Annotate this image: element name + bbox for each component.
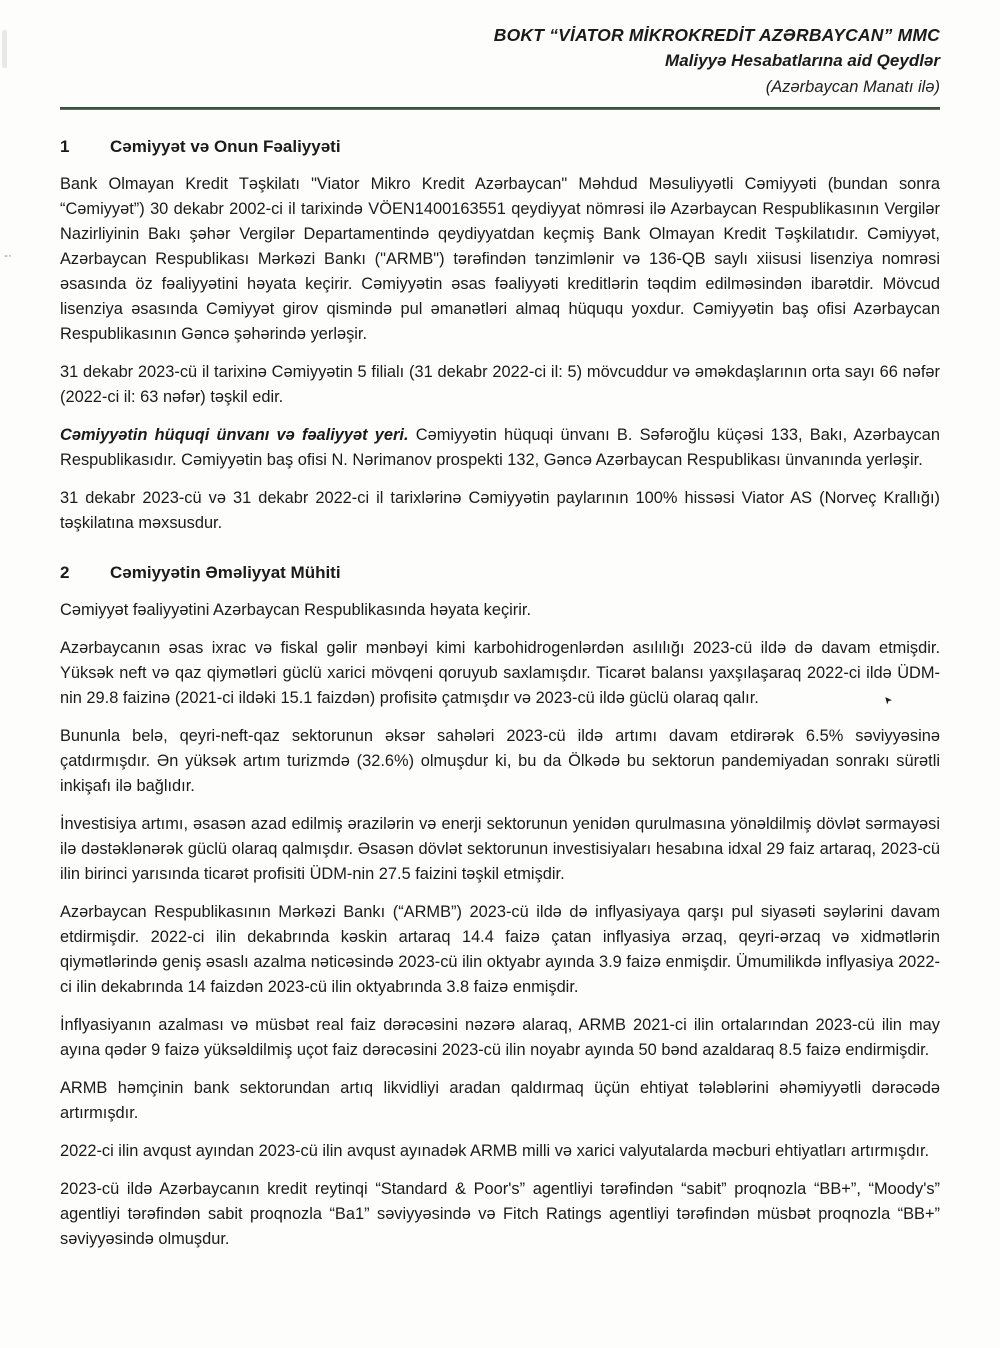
header-divider bbox=[60, 107, 940, 110]
section-title: Cəmiyyət və Onun Fəaliyyəti bbox=[110, 137, 341, 156]
paragraph: 2022-ci ilin avqust ayından 2023-cü ilin avqust ayınadək ARMB milli və xarici valyutalarda məcburi ehtiyatları artırmışdır. bbox=[60, 1142, 930, 1160]
paragraph: Bununla belə, qeyri-neft-qaz sektorunun əksər sahələri 2023-cü ildə artımı davam etdirərək 6.5% səviyyəsinə çatdırmışdır. Ən yüksək artım turizmdə (32.6%) olmuşdur ki, bu da Ölkədə bu sektorun pandemiyadan sonrakı sürətli inkişafı ilə bağlıdır. bbox=[60, 727, 940, 795]
section-number: 1 bbox=[60, 137, 70, 156]
paragraph: 31 dekabr 2023-cü il tarixinə Cəmiyyətin 5 filialı (31 dekabr 2022-ci il: 5) mövcuddur və əməkdaşlarının orta sayı 66 nəfər (2022-ci il: 63 nəfər) təşkil edir. bbox=[60, 363, 940, 406]
section-heading bbox=[60, 560, 940, 585]
paragraph: İnflyasiyanın azalması və müsbət real faiz dərəcəsini nəzərə alaraq, ARMB 2021-ci ilin ortalarından 2023-cü ilin may ayına qədər 9 faizə yüksəldilmiş uçot faiz dərəcəsini 2023-cü ilin noyabr ayında 50 bənd azaldaraq 8.5 faizə endirmişdir. bbox=[60, 1016, 940, 1059]
paragraph-lead: Cəmiyyətin hüquqi ünvanı və fəaliyyət yeri. bbox=[60, 426, 409, 444]
paragraph-text: Cəmiyyətin hüquqi ünvanı B. Səfəroğlu küçəsi 133, Bakı, Azərbaycan Respublikasıdır. Cəmiyyətin baş ofisi N. Nərimanov prospekti 132, Gəncə Azərbaycan Respublikası ünvanında yerləşir. bbox=[60, 426, 940, 469]
section-number: 2 bbox=[60, 563, 70, 582]
paragraph: 31 dekabr 2023-cü və 31 dekabr 2022-ci il tarixlərinə Cəmiyyətin paylarının 100% hissəsi Viator AS (Norveç Krallığı) təşkilatına məxsusdur. bbox=[60, 489, 940, 532]
ink-mark: ➤ bbox=[881, 692, 896, 707]
section-heading bbox=[60, 134, 940, 159]
company-name: BOKT “VİATOR MİKROKREDİT AZƏRBAYCAN” MMC bbox=[493, 25, 940, 45]
scan-smudge bbox=[2, 30, 7, 68]
section-operating-environment bbox=[60, 560, 940, 1252]
paragraph: Bank Olmayan Kredit Təşkilatı "Viator Mikro Kredit Azərbaycan" Məhdud Məsuliyyətli Cəmiyyəti (bundan sonra “Cəmiyyət”) 30 dekabr 2002-ci il tarixində VÖEN1400163551 qeydiyyat nömrəsi ilə Azərbaycan Respublikasının Vergilər Nazirliyinin Bakı şəhər Vergilər Departamentində qeydiyyatdan keçmiş Bank Olmayan Kredit Təşkilatıdır. Cəmiyyət, Azərbaycan Respublikası Mərkəzi Bankı ("ARMB") tərəfindən tənzimlənir və 136-QB saylı xiisusi lisenziya nomrəsi əsasında öz fəaliyyətini həyata keçirir. Cəmiyyətin əsas fəaliyyəti kreditlərin təqdim edilməsindən ibarətdir. Mövcud lisenziya əsasında Cəmiyyət girov qismində pul əmanətləri almaq hüququ yoxdur. Cəmiyyətin baş ofisi Azərbaycan Respublikasının Gəncə şəhərində yerləşir. bbox=[60, 175, 940, 343]
paragraph: Azərbaycanın əsas ixrac və fiskal gəlir mənbəyi kimi karbohidrogenlərdən asılılığı 2023-cü ildə də davam etmişdir. Yüksək neft və qaz qiymətləri güclü xarici mövqeni qoruyub saxlamışdır. Ticarət balansı yaxşılaşaraq 2022-ci ildə ÜDM-nin 29.8 faizinə (2021-ci ildəki 15.1 faizdən) profisitə çatmışdır və 2023-cü ildə güclü olaraq qalır. bbox=[60, 639, 940, 707]
paragraph: Azərbaycan Respublikasının Mərkəzi Bankı (“ARMB”) 2023-cü ildə də inflyasiyaya qarşı pul siyasəti səylərini davam etdirmişdir. 2022-ci ilin dekabrında kəskin artaraq 14.4 faizə çatan inflyasiya ərzaq, qeyri-ərzaq və xidmətlərin qiymətlərində geniş əsaslı azalma nəticəsində 2023-cü ilin oktyabr ayında 3.9 faizə enmişdir. Ümumilikdə inflyasiya 2022-ci ilin dekabrında 14 faizdən 2023-cü ilin oktyabrında 3.8 faizə enmişdir. bbox=[60, 903, 940, 996]
page-header bbox=[60, 22, 940, 100]
paragraph: ARMB həmçinin bank sektorundan artıq likvidliyi aradan qaldırmaq üçün ehtiyat tələblərini əhəmiyyətli dərəcədə artırmışdır. bbox=[60, 1079, 940, 1122]
paragraph: İnvestisiya artımı, əsasən azad edilmiş ərazilərin və enerji sektorunun yenidən qurulmasına yönəldilmiş dövlət sərmayəsi ilə dəstəklənərək güclü olaraq qalmışdır. Əsasən dövlət sektorunun investisiyaları hesabına idxal 29 faiz artaraq, 2023-cü ilin birinci yarısında ticarət profisiti ÜDM-nin 27.5 faizini təşkil etmişdir. bbox=[60, 815, 940, 883]
section-company-activity bbox=[60, 134, 940, 536]
report-title: Maliyyə Hesabatlarına aid Qeydlər bbox=[665, 51, 940, 70]
section-title: Cəmiyyətin Əməliyyat Mühiti bbox=[110, 563, 341, 582]
paragraph bbox=[60, 423, 940, 473]
paragraph: Cəmiyyət fəaliyyətini Azərbaycan Respublikasında həyata keçirir. bbox=[60, 601, 532, 619]
scan-speck: -· bbox=[4, 248, 12, 262]
currency-note: (Azərbaycan Manatı ilə) bbox=[765, 78, 940, 96]
paragraph: 2023-cü ildə Azərbaycanın kredit reytinqi “Standard & Poor's” agentliyi tərəfindən “sabit” proqnozla “BB+”, “Moody's” agentliyi tərəfindən sabit proqnozla “Ba1” səviyyəsində və Fitch Ratings agentliyi tərəfindən müsbət proqnozla “BB+” səviyyəsində olmuşdur. bbox=[60, 1180, 940, 1248]
